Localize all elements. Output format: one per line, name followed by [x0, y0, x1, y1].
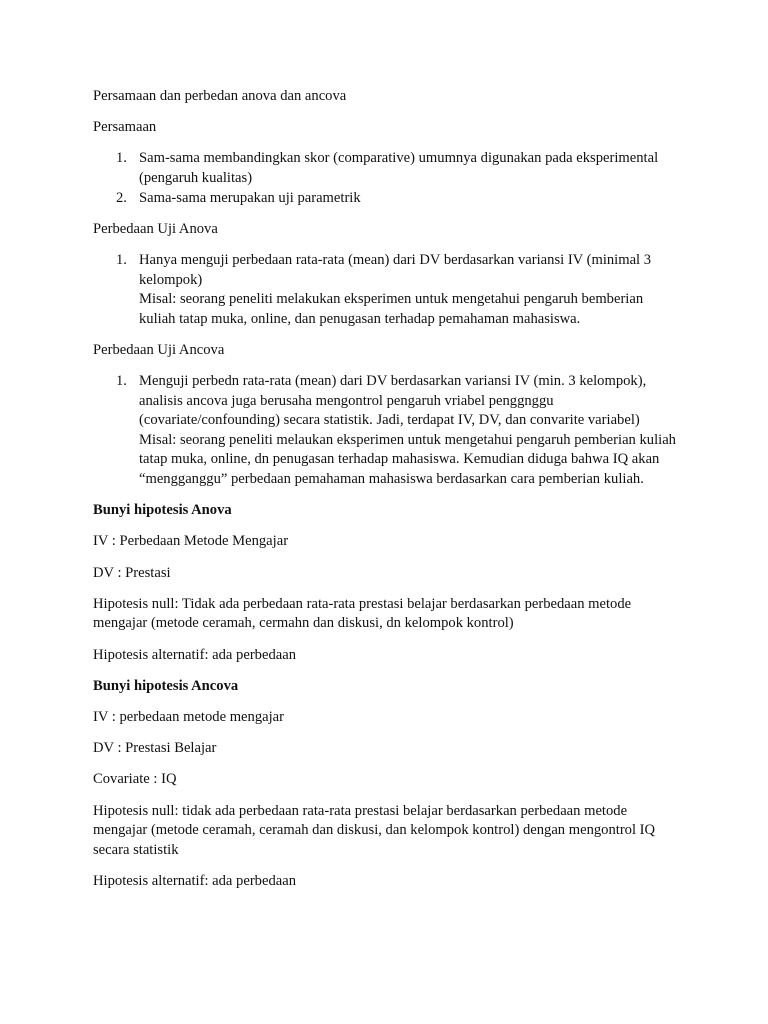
- hipotesis-ancova-iv: IV : perbedaan metode mengajar: [93, 708, 284, 725]
- persamaan-heading: Persamaan: [93, 119, 157, 136]
- perbedaan-anova-heading: Perbedaan Uji Anova: [93, 220, 218, 237]
- hipotesis-anova-alt: Hipotesis alternatif: ada perbedaan: [93, 646, 297, 663]
- list-item: [116, 372, 683, 490]
- document-title: Persamaan dan perbedan anova dan ancova: [93, 88, 347, 104]
- hipotesis-anova-dv: DV : Prestasi: [93, 564, 171, 581]
- hipotesis-anova-null: Hipotesis null: Tidak ada perbedaan rata-rata prestasi belajar berdasarkan perbedaan metode mengajar (metode ceramah, cermahn dan diskusi, dn kelompok kontrol): [93, 595, 632, 632]
- list-item-example: Misal: seorang peneliti melakukan eksperimen untuk mengetahui pengaruh bemberian kuliah tatap muka, online, dan penugasan terhadap pemahaman mahasiswa.: [139, 291, 644, 327]
- hipotesis-anova-iv: IV : Perbedaan Metode Mengajar: [93, 533, 289, 550]
- list-number: 1.: [116, 150, 127, 167]
- list-number: 2.: [116, 189, 127, 206]
- hipotesis-anova-heading: Bunyi hipotesis Anova: [93, 502, 232, 519]
- list-number: 1.: [116, 251, 127, 268]
- list-number: 1.: [116, 373, 127, 390]
- hipotesis-ancova-null: Hipotesis null: tidak ada perbedaan rata-rata prestasi belajar berdasarkan perbedaan metode mengajar (metode ceramah, ceramah dan diskusi, dan kelompok kontrol) dengan mengontrol IQ secara statistik: [93, 802, 656, 858]
- hipotesis-ancova-heading: Bunyi hipotesis Ancova: [93, 677, 239, 694]
- perbedaan-ancova-heading: Perbedaan Uji Ancova: [93, 341, 225, 358]
- perbedaan-ancova-list: [93, 372, 683, 490]
- list-item-text: Hanya menguji perbedaan rata-rata (mean) dari DV berdasarkan variansi IV (minimal 3 kelompok): [139, 251, 652, 288]
- hipotesis-ancova-dv: DV : Prestasi Belajar: [93, 740, 217, 757]
- list-item: [116, 189, 683, 209]
- list-item-text: Menguji perbedn rata-rata (mean) dari DV berdasarkan variansi IV (min. 3 kelompok), analisis ancova juga berusaha mengontrol pengaruh vriabel penggnggu (covariate/confounding) secara statistik. Jadi, terdapat IV, DV, dan convarite variabel): [139, 373, 647, 429]
- perbedaan-anova-list: [93, 251, 683, 329]
- persamaan-list: [93, 149, 683, 208]
- hipotesis-ancova-covariate: Covariate : IQ: [93, 771, 177, 788]
- list-item: [116, 149, 683, 188]
- list-item: [116, 251, 683, 329]
- list-item-text: Sama-sama merupakan uji parametrik: [139, 189, 361, 206]
- list-item-text: Sam-sama membandingkan skor (comparative) umumnya digunakan pada eksperimental (pengaruh kualitas): [139, 150, 659, 186]
- list-item-example: Misal: seorang peneliti melaukan eksperimen untuk mengetahui pengaruh pemberian kuliah tatap muka, online, dn penugasan terhadap mahasiswa. Kemudian diduga bahwa IQ akan “mengganggu” perbedaan pemahaman mahasiswa berdasarkan cara pemberian kuliah.: [139, 431, 676, 488]
- document-page: [93, 87, 683, 903]
- hipotesis-ancova-alt: Hipotesis alternatif: ada perbedaan: [93, 872, 297, 889]
